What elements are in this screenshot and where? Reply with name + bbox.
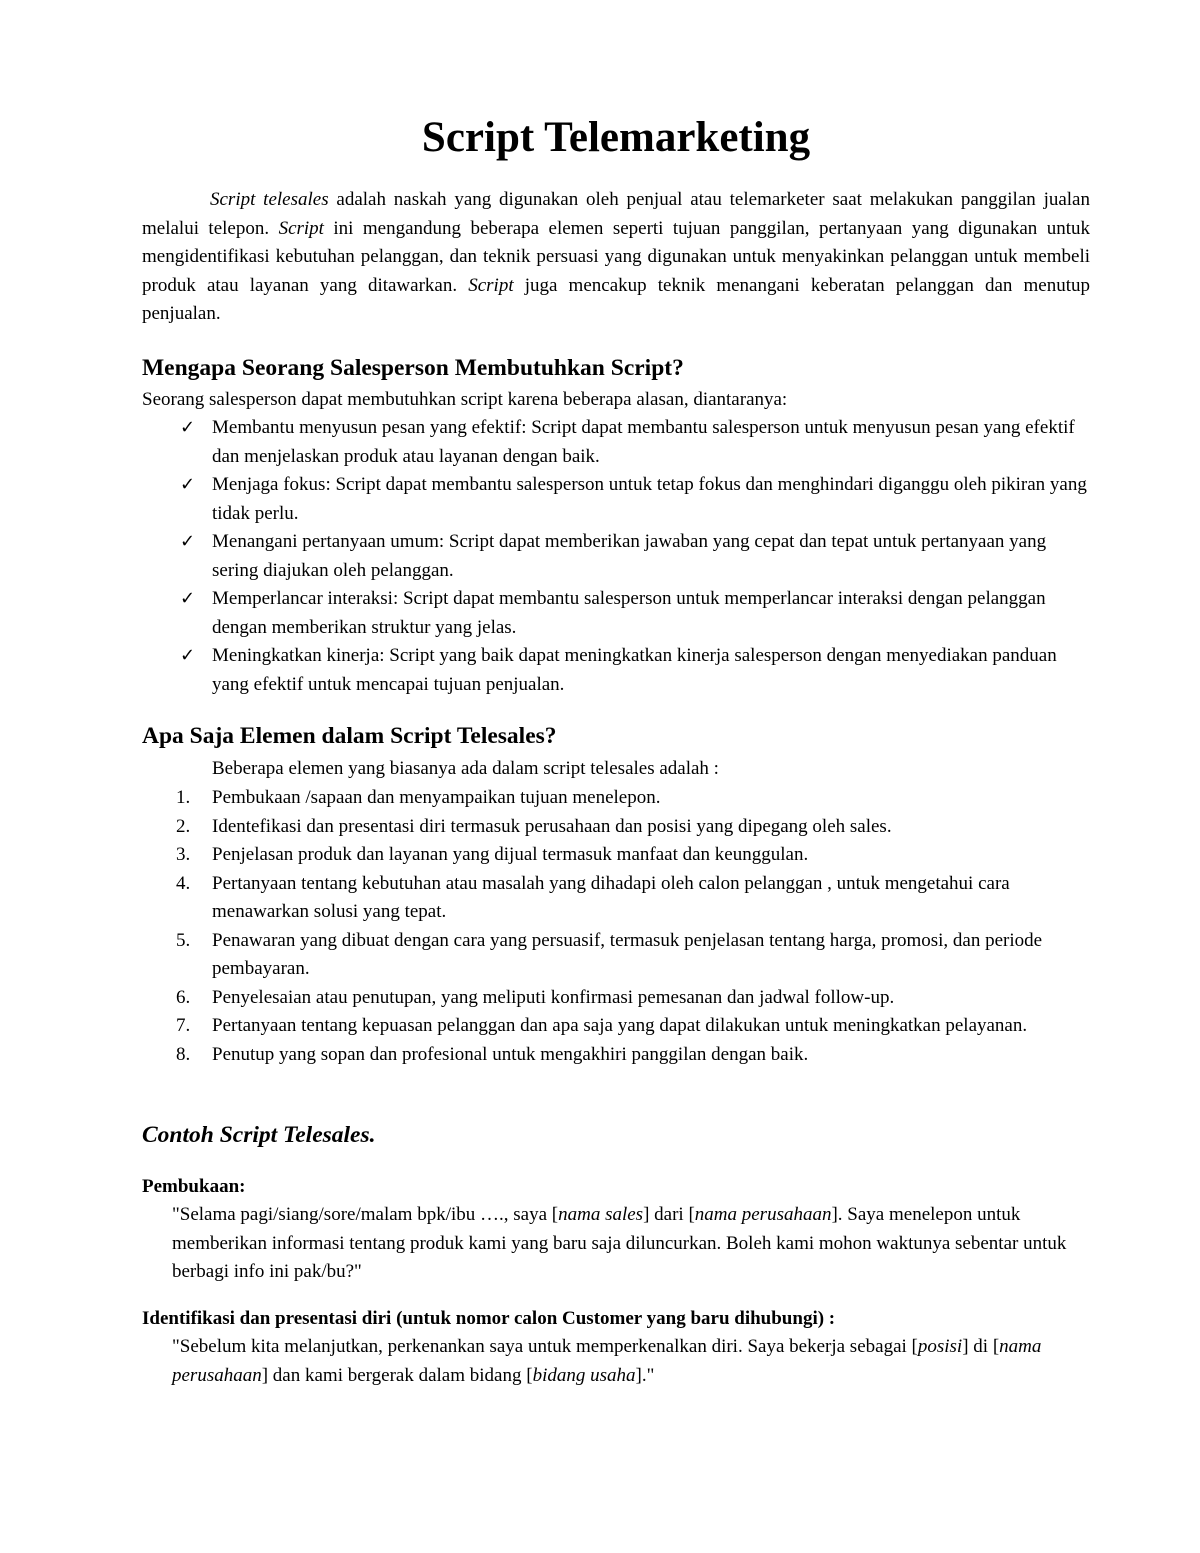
intro-term: Script bbox=[468, 274, 514, 296]
list-item-text: Pertanyaan tentang kebutuhan atau masalah yang dihadapi oleh calon pelanggan , untuk mengetahui cara menawarkan solusi yang tepat. bbox=[212, 872, 1010, 922]
section-heading-elements: Apa Saja Elemen dalam Script Telesales? bbox=[142, 723, 557, 749]
checkmark-icon: ✓ bbox=[180, 531, 196, 552]
intro-term: Script telesales bbox=[210, 189, 329, 210]
reasons-checklist bbox=[142, 414, 1090, 699]
list-item-text: Menangani pertanyaan umum: Script dapat memberikan jawaban yang cepat dan tepat untuk pertanyaan yang sering diajukan oleh pelanggan. bbox=[212, 531, 1047, 581]
list-item bbox=[142, 927, 1090, 984]
list-item bbox=[142, 841, 1090, 870]
opening-label: Pembukaan: bbox=[142, 1176, 246, 1197]
quote-text: "Sebelum kita melanjutkan, perkenankan saya untuk memperkenalkan diri. Saya bekerja sebagai [ bbox=[172, 1336, 918, 1357]
list-item-text: Penjelasan produk dan layanan yang dijual termasuk manfaat dan keunggulan. bbox=[212, 844, 809, 865]
list-item bbox=[142, 1012, 1090, 1041]
list-item bbox=[142, 984, 1090, 1013]
list-item-text: Pembukaan /sapaan dan menyampaikan tujuan menelepon. bbox=[212, 787, 661, 808]
intro-text: juga mencakup teknik menangani keberatan pelanggan dan menutup penjualan. bbox=[142, 274, 1091, 324]
elements-numbered-list bbox=[142, 784, 1090, 1069]
quote-text: ] di [ bbox=[962, 1336, 1000, 1357]
list-number: 2. bbox=[176, 815, 191, 837]
list-number: 1. bbox=[176, 787, 191, 808]
intro-term: Script bbox=[278, 217, 324, 239]
list-item bbox=[142, 585, 1090, 642]
checkmark-icon: ✓ bbox=[180, 645, 196, 666]
placeholder-text: nama perusahaan bbox=[694, 1204, 832, 1225]
list-item bbox=[142, 414, 1090, 471]
list-item-text: Penutup yang sopan dan profesional untuk mengakhiri panggilan dengan baik. bbox=[212, 1043, 809, 1065]
checkmark-icon: ✓ bbox=[180, 474, 196, 495]
intro-paragraph bbox=[142, 186, 1090, 329]
list-item-text: Identefikasi dan presentasi diri termasuk perusahaan dan posisi yang dipegang oleh sales. bbox=[212, 815, 892, 837]
placeholder-text: nama sales bbox=[558, 1204, 644, 1225]
identification-label: Identifikasi dan presentasi diri (untuk nomor calon Customer yang baru dihubungi) : bbox=[142, 1308, 836, 1329]
list-item bbox=[142, 1041, 1090, 1070]
list-item bbox=[142, 870, 1090, 927]
quote-text: ]. Saya menelepon untuk memberikan informasi tentang produk kami yang baru saja diluncurkan. Boleh kami mohon waktunya sebentar untuk berbagi info ini pak/bu?" bbox=[172, 1204, 1067, 1282]
section-lead: Seorang salesperson dapat membutuhkan script karena beberapa alasan, diantaranya: bbox=[142, 389, 788, 410]
list-item-text: Pertanyaan tentang kepuasan pelanggan dan apa saja yang dapat dilakukan untuk meningkatkan pelayanan. bbox=[212, 1015, 1028, 1036]
section-heading-why-script: Mengapa Seorang Salesperson Membutuhkan Script? bbox=[142, 355, 684, 381]
intro-text: adalah naskah yang digunakan oleh penjual atau telemarketer saat melakukan panggilan jualan melalui telepon. bbox=[142, 189, 1090, 239]
placeholder-text: nama perusahaan bbox=[172, 1336, 1042, 1386]
list-item-text: Meningkatkan kinerja: Script yang baik dapat meningkatkan kinerja salesperson dengan menyediakan panduan yang efektif untuk mencapai tujuan penjualan. bbox=[212, 645, 1057, 695]
list-item-text: Memperlancar interaksi: Script dapat membantu salesperson untuk memperlancar interaksi dengan pelanggan dengan memberikan struktur yang jelas. bbox=[212, 588, 1046, 638]
list-item bbox=[142, 471, 1090, 528]
list-item-text: Penawaran yang dibuat dengan cara yang persuasif, termasuk penjelasan tentang harga, promosi, dan periode pembayaran. bbox=[212, 929, 1043, 979]
section-heading-example: Contoh Script Telesales. bbox=[142, 1122, 376, 1148]
placeholder-text: bidang usaha bbox=[532, 1364, 636, 1386]
checkmark-icon: ✓ bbox=[180, 417, 196, 438]
list-number: 8. bbox=[176, 1043, 191, 1065]
list-item-text: Menjaga fokus: Script dapat membantu salesperson untuk tetap fokus dan menghindari diganggu oleh pikiran yang tidak perlu. bbox=[212, 474, 1087, 524]
quote-text: "Selama pagi/siang/sore/malam bpk/ibu …., saya [ bbox=[172, 1204, 559, 1225]
list-number: 7. bbox=[176, 1015, 191, 1036]
quote-text: ] dari [ bbox=[643, 1204, 695, 1225]
opening-quote bbox=[172, 1201, 1072, 1287]
intro-text: ini mengandung beberapa elemen seperti tujuan panggilan, pertanyaan yang digunakan untuk mengidentifikasi kebutuhan pelanggan, dan teknik persuasi yang digunakan untuk menyakinkan pelanggan untuk membeli produk atau layanan yang ditawarkan. bbox=[142, 217, 1091, 296]
checkmark-icon: ✓ bbox=[180, 588, 196, 609]
list-item-text: Penyelesaian atau penutupan, yang meliputi konfirmasi pemesanan dan jadwal follow-up. bbox=[212, 986, 895, 1008]
list-number: 5. bbox=[176, 929, 191, 951]
section-lead: Beberapa elemen yang biasanya ada dalam script telesales adalah : bbox=[212, 758, 719, 779]
identification-quote bbox=[172, 1333, 1072, 1390]
quote-text: ] dan kami bergerak dalam bidang [ bbox=[261, 1364, 533, 1386]
list-item bbox=[142, 784, 1090, 813]
quote-text: ]." bbox=[635, 1364, 655, 1386]
list-number: 4. bbox=[176, 872, 191, 894]
list-number: 6. bbox=[176, 986, 191, 1008]
list-item-text: Membantu menyusun pesan yang efektif: Script dapat membantu salesperson untuk menyusun pesan yang efektif dan menjelaskan produk atau layanan dengan baik. bbox=[212, 417, 1075, 467]
list-item bbox=[142, 642, 1090, 699]
list-number: 3. bbox=[176, 844, 191, 865]
document-title: Script Telemarketing bbox=[421, 114, 811, 161]
placeholder-text: posisi bbox=[917, 1336, 963, 1357]
list-item bbox=[142, 528, 1090, 585]
list-item bbox=[142, 813, 1090, 842]
